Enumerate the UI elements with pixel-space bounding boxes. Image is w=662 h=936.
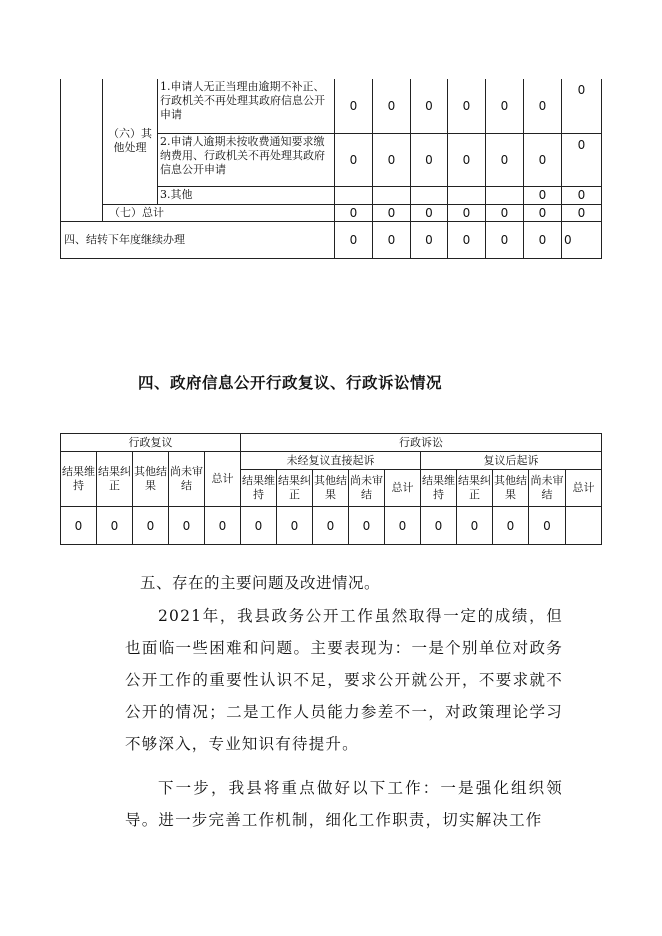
value-cell: 0 [133, 507, 169, 545]
value-cell: 0 [421, 507, 457, 545]
value-cell: 0 [529, 507, 566, 545]
row-label: 3.其他 [158, 186, 335, 204]
value-cell: 0 [97, 507, 133, 545]
value-cell [448, 186, 486, 204]
category-cell [103, 79, 158, 204]
value-cell [566, 507, 602, 545]
value-cell: 0 [169, 507, 205, 545]
value-cell: 0 [562, 186, 602, 204]
value-cell: 0 [448, 204, 486, 221]
value-cell: 0 [448, 79, 486, 133]
column-header: 尚未审结 [529, 470, 566, 507]
value-cell: 0 [524, 133, 562, 186]
value-cell: 0 [486, 221, 524, 258]
column-header: 总计 [385, 470, 421, 507]
column-header: 尚未审结 [169, 452, 205, 507]
column-header: 总计 [566, 470, 602, 507]
review-litigation-table [60, 433, 602, 545]
column-header: 其他结果 [493, 470, 529, 507]
value-cell: 0 [524, 204, 562, 221]
column-header: 总计 [205, 452, 241, 507]
value-cell: 0 [61, 507, 97, 545]
value-cell: 0 [562, 221, 602, 258]
value-cell: 0 [385, 507, 421, 545]
column-header: 结果纠正 [97, 452, 133, 507]
value-cell: 0 [335, 133, 373, 186]
paragraph: 2021年，我县政务公开工作虽然取得一定的成绩，但也面临一些困难和问题。主要表现为：一是个别单位对政务公开工作的重要性认识不足，要求公开就公开，不要求就不公开的情况；二是工作人员能力参差不一，对政策理论学习不够深入，专业知识有待提升。 [125, 607, 563, 753]
value-cell: 0 [448, 221, 486, 258]
row-label: 四、结转下年度继续办理 [61, 221, 335, 258]
value-cell: 0 [524, 79, 562, 133]
column-header: 复议后起诉 [421, 452, 602, 470]
value-cell: 0 [486, 79, 524, 133]
value-cell: 0 [562, 133, 602, 186]
value-cell: 0 [205, 507, 241, 545]
value-cell: 0 [486, 204, 524, 221]
table-row [61, 434, 602, 452]
column-header: 其他结果 [133, 452, 169, 507]
row-label: 1.申请人无正当理由逾期不补正、行政机关不再处理其政府信息公开申请 [158, 79, 335, 133]
column-header: 结果维持 [241, 470, 277, 507]
value-cell: 0 [349, 507, 385, 545]
paragraph: 下一步，我县将重点做好以下工作：一是强化组织领导。进一步完善工作机制，细化工作职责，切实解决工作 [125, 779, 563, 829]
value-cell: 0 [524, 221, 562, 258]
table-row [61, 452, 602, 470]
value-cell: 0 [411, 204, 448, 221]
column-header: 行政复议 [61, 434, 241, 452]
column-header: 其他结果 [313, 470, 349, 507]
blank-cell [61, 79, 103, 221]
value-cell: 0 [277, 507, 313, 545]
column-header: 未经复议直接起诉 [241, 452, 421, 470]
table-row [61, 204, 602, 221]
value-cell: 0 [373, 221, 411, 258]
value-cell: 0 [335, 204, 373, 221]
value-cell: 0 [335, 221, 373, 258]
value-cell [335, 186, 373, 204]
value-cell: 0 [486, 133, 524, 186]
column-header: 结果纠正 [457, 470, 493, 507]
section-title: 五、存在的主要问题及改进情况。 [140, 574, 381, 592]
table-row [61, 79, 602, 133]
column-header: 结果维持 [61, 452, 97, 507]
value-cell: 0 [562, 79, 602, 133]
value-cell: 0 [373, 79, 411, 133]
column-header: 结果维持 [421, 470, 457, 507]
value-cell: 0 [457, 507, 493, 545]
value-cell: 0 [562, 204, 602, 221]
value-cell: 0 [241, 507, 277, 545]
category-label: （六）其他处理 [108, 127, 152, 155]
row-label: （七）总计 [103, 204, 335, 221]
value-cell [373, 186, 411, 204]
value-cell: 0 [411, 79, 448, 133]
value-cell: 0 [335, 79, 373, 133]
value-cell: 0 [493, 507, 529, 545]
value-cell: 0 [411, 133, 448, 186]
value-cell [486, 186, 524, 204]
table-row [61, 507, 602, 545]
column-header: 尚未审结 [349, 470, 385, 507]
column-header: 行政诉讼 [241, 434, 602, 452]
value-cell: 0 [411, 221, 448, 258]
application-handling-table [60, 79, 602, 259]
value-cell: 0 [313, 507, 349, 545]
section-title: 四、政府信息公开行政复议、行政诉讼情况 [138, 374, 443, 392]
row-label: 2.申请人逾期未按收费通知要求缴纳费用、行政机关不再处理其政府信息公开申请 [158, 133, 335, 186]
value-cell: 0 [373, 133, 411, 186]
value-cell [411, 186, 448, 204]
value-cell: 0 [373, 204, 411, 221]
value-cell: 0 [524, 186, 562, 204]
table-row [61, 221, 602, 258]
value-cell: 0 [448, 133, 486, 186]
column-header: 结果纠正 [277, 470, 313, 507]
